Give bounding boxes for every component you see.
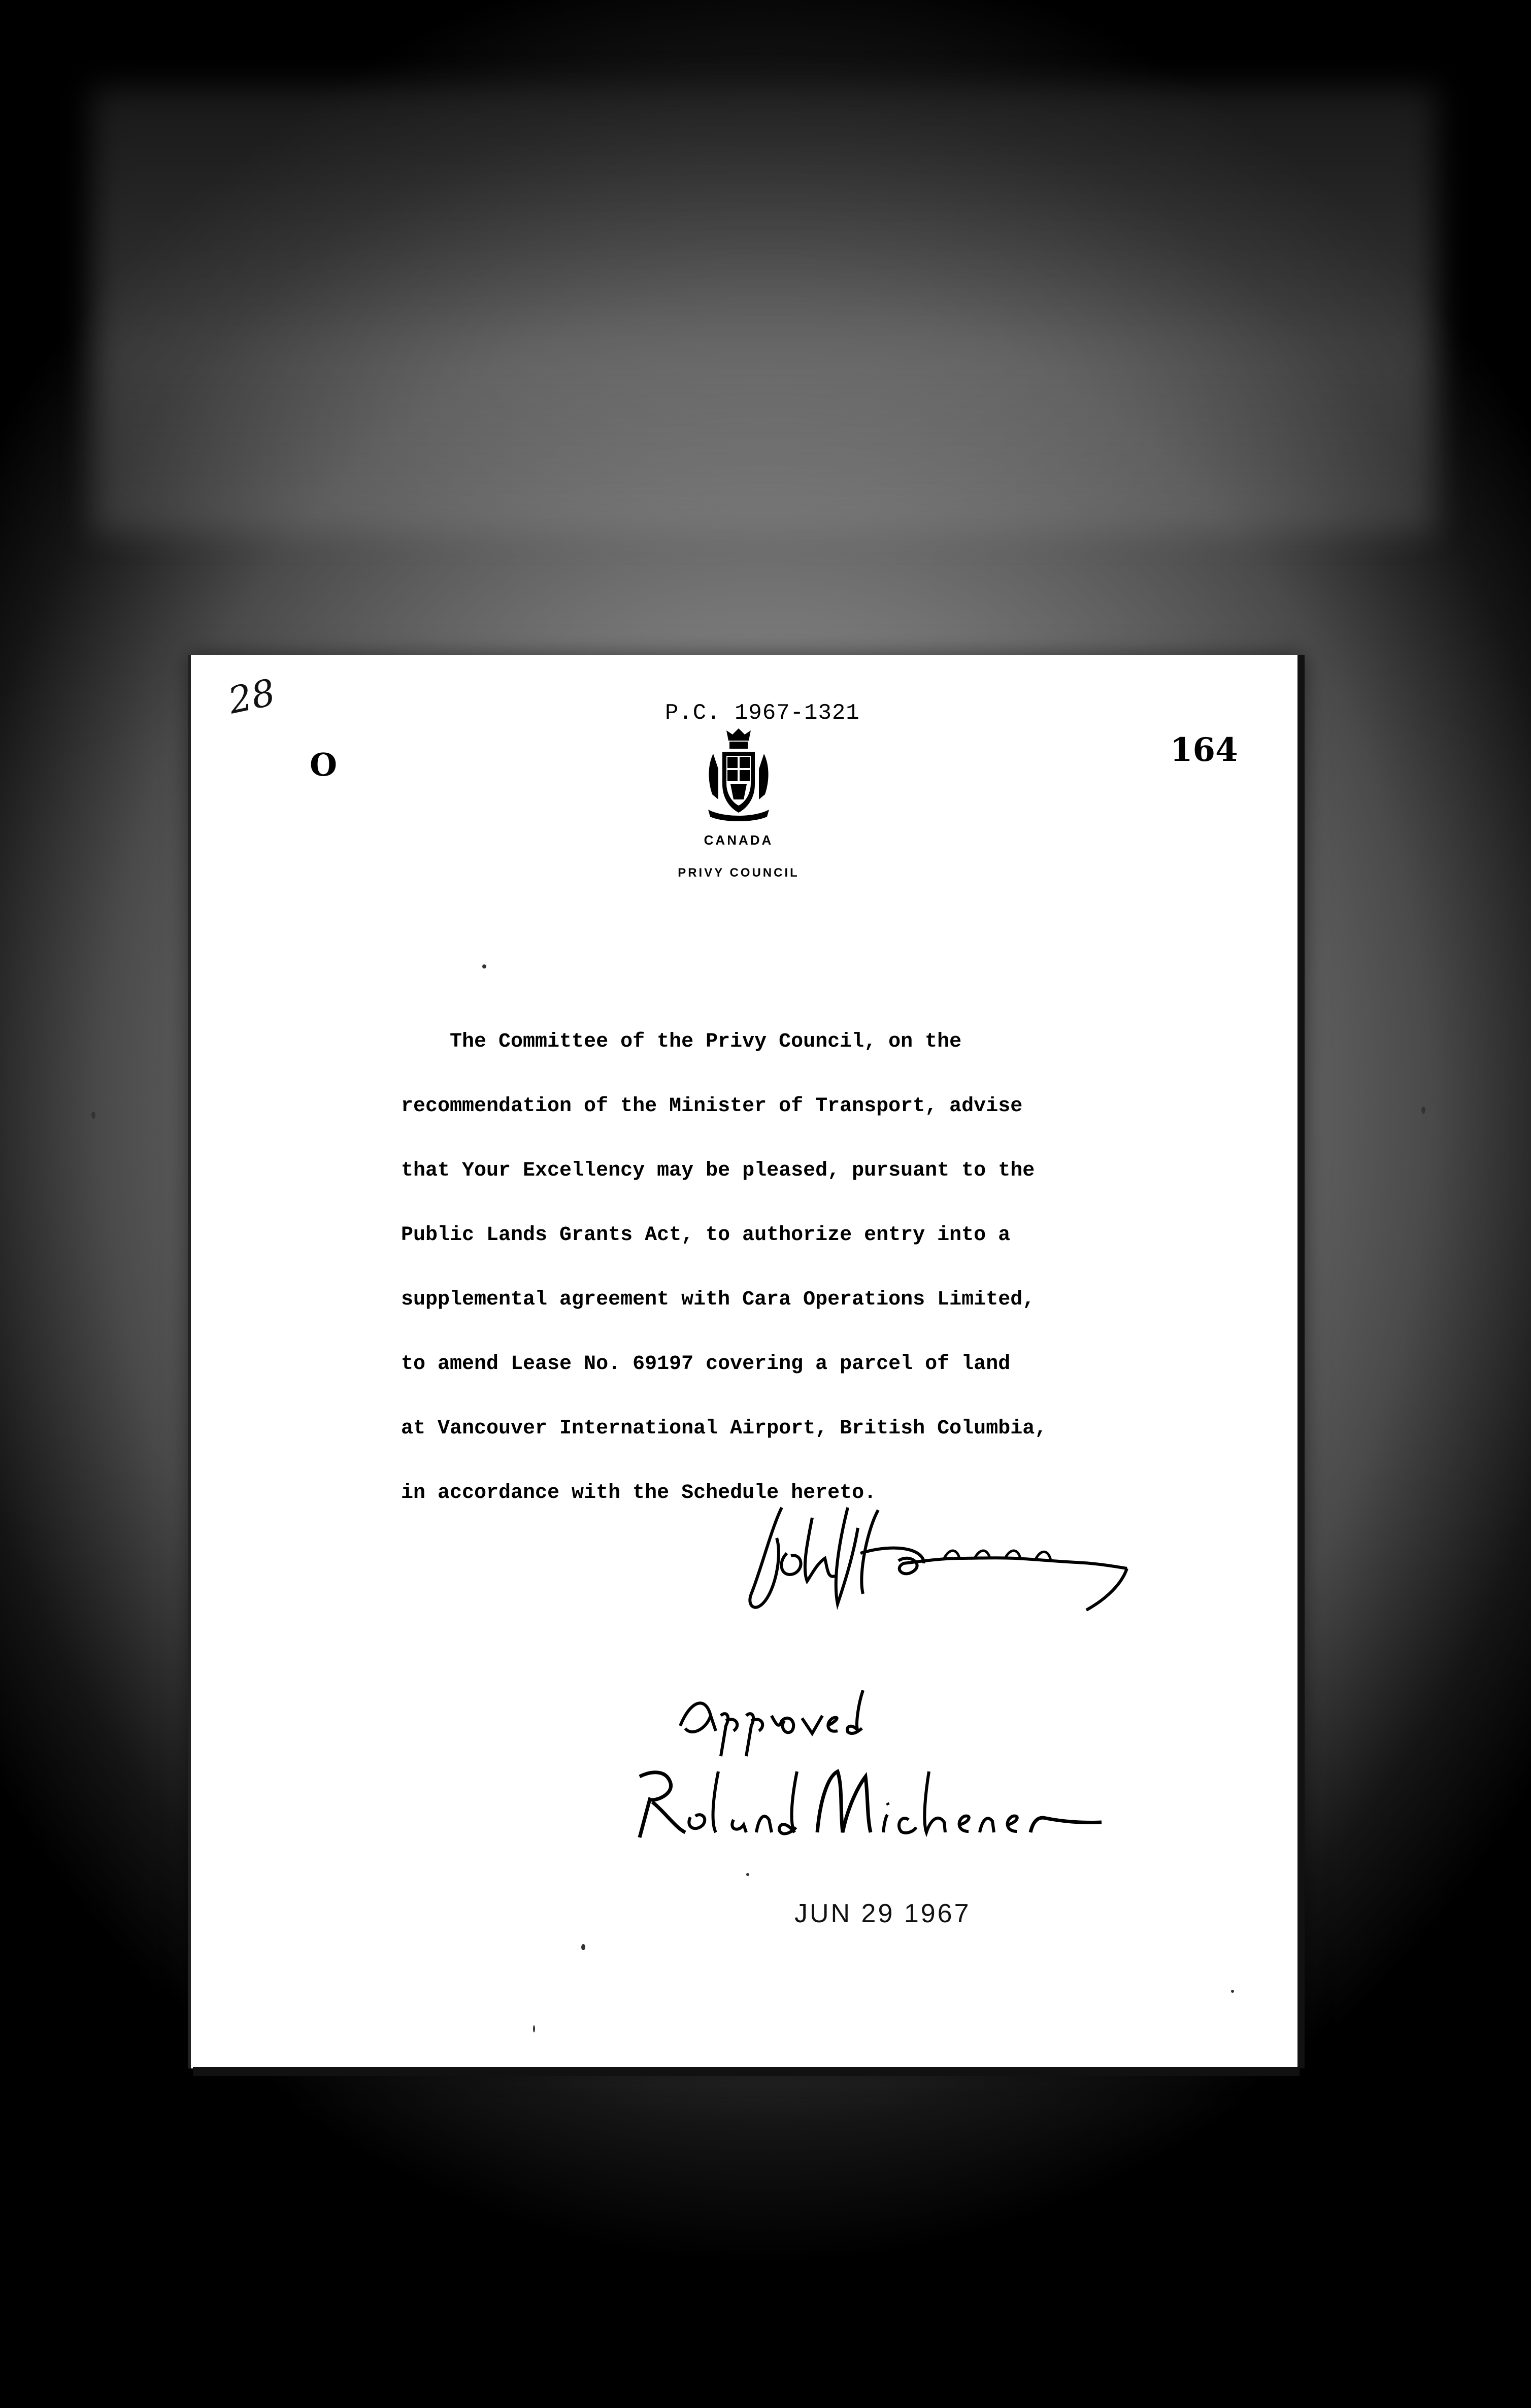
body-line: The Committee of the Privy Council, on the <box>401 1030 962 1053</box>
country-heading: CANADA <box>704 832 774 848</box>
scan-speck <box>746 1873 749 1876</box>
scan-speck <box>91 1112 95 1119</box>
coat-of-arms-icon <box>698 723 779 825</box>
scan-shadow-band <box>91 86 1437 533</box>
approval-date-stamp: JUN 29 1967 <box>794 1899 971 1928</box>
scan-speck <box>1421 1107 1425 1114</box>
scan-speck <box>581 1944 585 1950</box>
body-line: recommendation of the Minister of Transport, advise <box>401 1095 1023 1118</box>
approved-handwriting <box>670 1680 883 1761</box>
body-line: that Your Excellency may be pleased, pursuant to the <box>401 1159 1035 1182</box>
scan-speck <box>1231 1990 1234 1993</box>
signature-governor-general <box>624 1756 1112 1858</box>
page-number: 164 <box>1170 731 1238 769</box>
body-line: at Vancouver International Airport, British Columbia, <box>401 1417 1047 1440</box>
body-line: supplemental agreement with Cara Operations Limited, <box>401 1288 1035 1311</box>
signature-minister <box>731 1497 1188 1650</box>
corner-letter: O <box>310 746 338 783</box>
body-line: to amend Lease No. 69197 covering a parcel of land <box>401 1353 1011 1376</box>
scan-speck <box>533 2025 535 2032</box>
body-line: Public Lands Grants Act, to authorize entry into a <box>401 1224 1011 1247</box>
council-heading: PRIVY COUNCIL <box>678 866 800 880</box>
body-line: in accordance with the Schedule hereto. <box>401 1482 877 1504</box>
page-bottom-edge <box>193 2067 1300 2076</box>
order-number: P.C. 1967-1321 <box>665 700 860 726</box>
handwritten-page-mark: 28 <box>224 671 279 722</box>
scan-speck <box>482 964 486 968</box>
